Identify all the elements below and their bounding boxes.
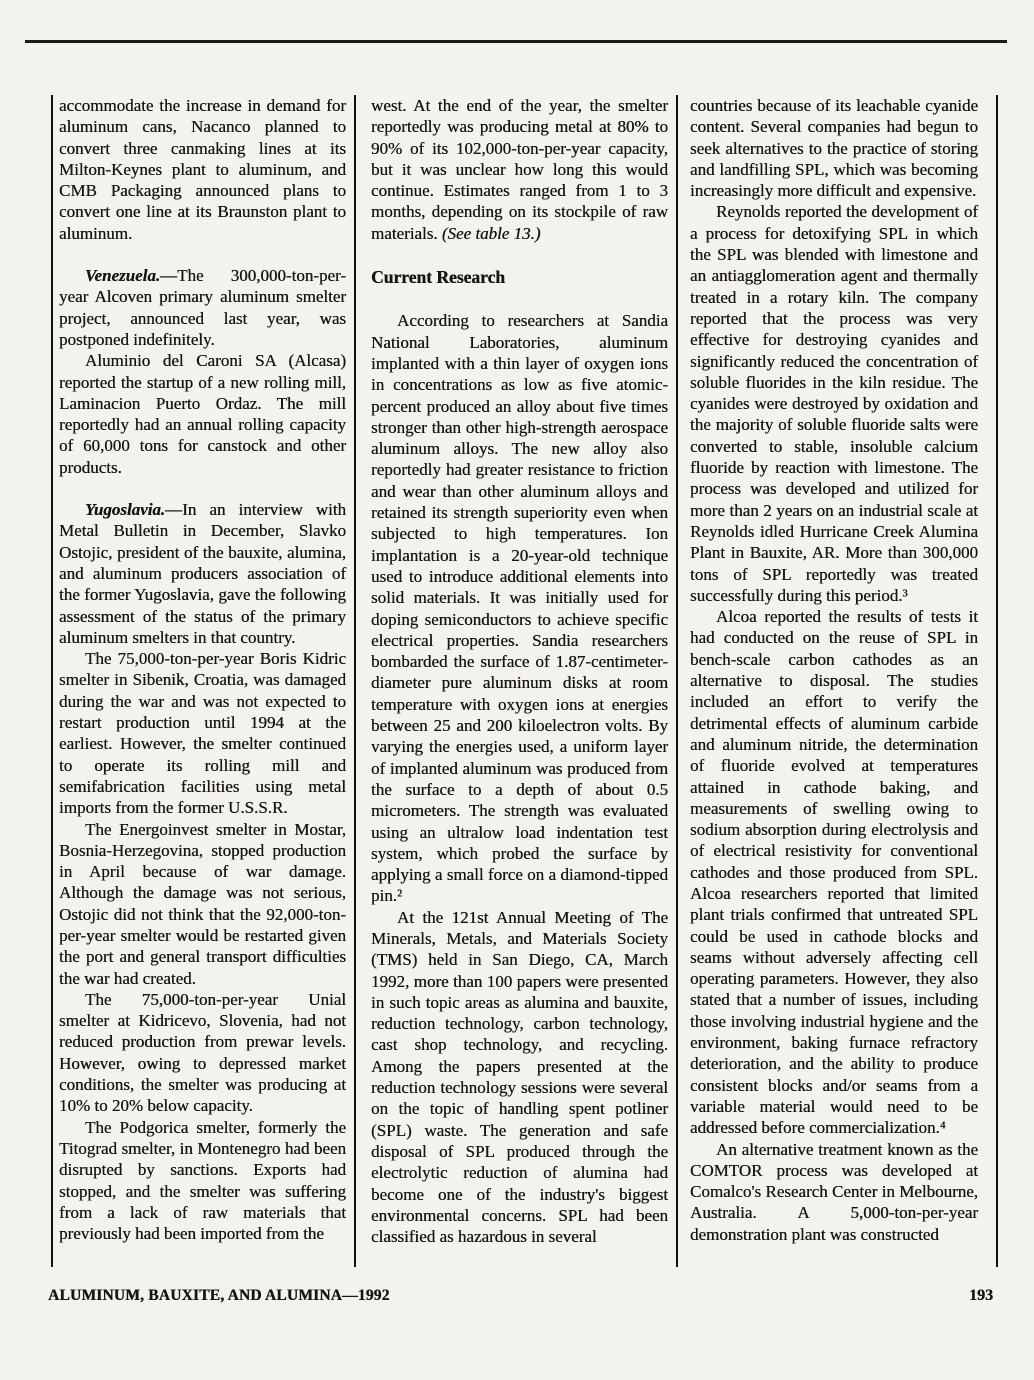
paragraph: Reynolds reported the development of a process for detoxifying SPL in which the SPL was blended with limestone and an antiagglomeration agent and thermally treated in a rotary kiln. The company reported that the process was very effective for destroying cyanides and significantly reduced the concentration of soluble fluorides in the kiln residue. The cyanides were destroyed by oxidation and the majority of soluble fluoride salts were converted to stable, insoluble calcium fluoride by reaction with limestone. The process was developed and utilized for more than 2 years on an industrial scale at Reynolds idled Hurricane Creek Alumina Plant in Bauxite, AR. More than 300,000 tons of SPL reportedly was treated successfully during this period.³	[690, 202, 978, 605]
paragraph-lead: Venezuela.—	[85, 266, 178, 286]
paragraph: The 75,000-ton-per-year Boris Kidric smelter in Sibenik, Croatia, was damaged during the war and was not expected to restart production until 1994 at the earliest. However, the smelter continued to operate its rolling mill and semifabrication facilities using metal imports from the former U.S.S.R.	[59, 649, 346, 818]
paragraph: The Podgorica smelter, formerly the Titograd smelter, in Montenegro had been disrupted by sanctions. Exports had stopped, and the smelter was suffering from a lack of raw materials that previously had been imported from the	[59, 1117, 346, 1244]
column-2	[371, 95, 668, 1247]
page-number: 193	[969, 1287, 993, 1304]
paragraph: Alcoa reported the results of tests it had conducted on the reuse of SPL in bench-scale carbon cathodes as an alternative to disposal. The studies included an effort to verify the detrimental effects of aluminum carbide and aluminum nitride, the determination of fluoride evolved at temperatures attained in cathode baking, and measurements of swelling owing to sodium absorption during electrolysis and of electrical resistivity for conventional cathodes and those produced from SPL. Alcoa researchers reported that limited plant trials confirmed that untreated SPL could be used in cathode blocks and seams without adversely affecting cell operating parameters. However, they also stated that a number of issues, including those involving industrial hygiene and the environment, baking furnace refractory deterioration, and the ability to produce consistent blocks and/or seams from a variable material would need to be addressed before commercialization.⁴	[690, 607, 978, 1138]
column-3	[690, 95, 978, 1245]
paragraph: Yugoslavia.—In an interview with Metal Bulletin in December, Slavko Ostojic, president of the bauxite, alumina, and aluminum producers association of the former Yugoslavia, gave the following assessment of the status of the primary aluminum smelters in that country.	[59, 500, 346, 647]
column-1	[59, 95, 346, 1244]
paragraph: Venezuela.—The 300,000-ton-per-year Alcoven primary aluminum smelter project, announced last year, was postponed indefinitely.	[59, 266, 346, 349]
column-rule-2-3	[676, 95, 678, 1267]
table-reference: (See table 13.)	[437, 223, 541, 243]
column-rule-1-2	[354, 95, 356, 1267]
column-rule-right	[996, 95, 998, 1267]
paragraph: accommodate the increase in demand for aluminum cans, Nacanco planned to convert three canmaking lines at its Milton-Keynes plant to aluminum, and CMB Packaging announced plans to convert one line at its Braunston plant to aluminum.	[59, 96, 346, 243]
paragraph: At the 121st Annual Meeting of The Minerals, Metals, and Materials Society (TMS) held in San Diego, CA, March 1992, more than 100 papers were presented in such topic areas as alumina and bauxite, reduction technology, carbon technology, cast shop technology, and recycling. Among the papers presented at the reduction technology sessions were several on the topic of handling spent potliner (SPL) waste. The generation and safe disposal of SPL produced through the electrolytic reduction of alumina had become one of the industry's biggest environmental concerns. SPL had been classified as hazardous in several	[371, 907, 668, 1247]
paragraph: Aluminio del Caroni SA (Alcasa) reported the startup of a new rolling mill, Laminacion Puerto Ordaz. The mill reportedly had an annual rolling capacity of 60,000 tons for canstock and other products.	[59, 351, 346, 477]
paragraph: The Energoinvest smelter in Mostar, Bosnia-Herzegovina, stopped production in April because of war damage. Although the damage was not serious, Ostojic did not think that the 92,000-ton-per-year smelter would be restarted given the port and general transport difficulties the war had created.	[59, 819, 346, 988]
paragraph: west. At the end of the year, the smelter reportedly was producing metal at 80% to 90% of its 102,000-ton-per-year capacity, but it was unclear how long this would continue. Estimates ranged from 1 to 3 months, depending on its stockpile of raw materials. (See table 13.)	[371, 96, 668, 243]
paragraph-lead: Yugoslavia.—	[85, 500, 183, 520]
footer-title: ALUMINUM, BAUXITE, AND ALUMINA—1992	[48, 1287, 390, 1304]
paragraph: According to researchers at Sandia National Laboratories, aluminum implanted with a thin layer of oxygen ions in concentrations as low as five atomic-percent produced an alloy about five times stronger than other high-strength aerospace aluminum alloys. The new alloy also reportedly had greater resistance to friction and wear than other aluminum alloys and retained its strength superiority even when subjected to high temperatures. Ion implantation is a 20-year-old technique used to introduce additional elements into solid materials. It was initially used for doping semiconductors to achieve specific electrical properties. Sandia researchers bombarded the surface of 1.87-centimeter-diameter pure aluminum disks at room temperature with oxygen ions at energies between 25 and 200 kiloelectron volts. By varying the energies used, a uniform layer of implanted aluminum was produced from the surface to a depth of about 0.5 micrometers. The strength was evaluated using an ultralow load indentation test system, which probed the surface by applying a small force on a diamond-tipped pin.²	[371, 311, 668, 906]
column-rule-left	[51, 95, 53, 1267]
paragraph: The 75,000-ton-per-year Unial smelter at Kidricevo, Slovenia, had not reduced production from prewar levels. However, owing to depressed market conditions, the smelter was producing at 10% to 20% below capacity.	[59, 989, 346, 1116]
section-heading: Current Research	[371, 267, 505, 288]
paragraph: countries because of its leachable cyanide content. Several companies had begun to seek alternatives to the practice of storing and landfilling SPL, which was becoming increasingly more difficult and expensive.	[690, 96, 978, 201]
top-rule	[25, 40, 1007, 43]
paragraph: An alternative treatment known as the COMTOR process was developed at Comalco's Research Center in Melbourne, Australia. A 5,000-ton-per-year demonstration plant was constructed	[690, 1139, 978, 1244]
